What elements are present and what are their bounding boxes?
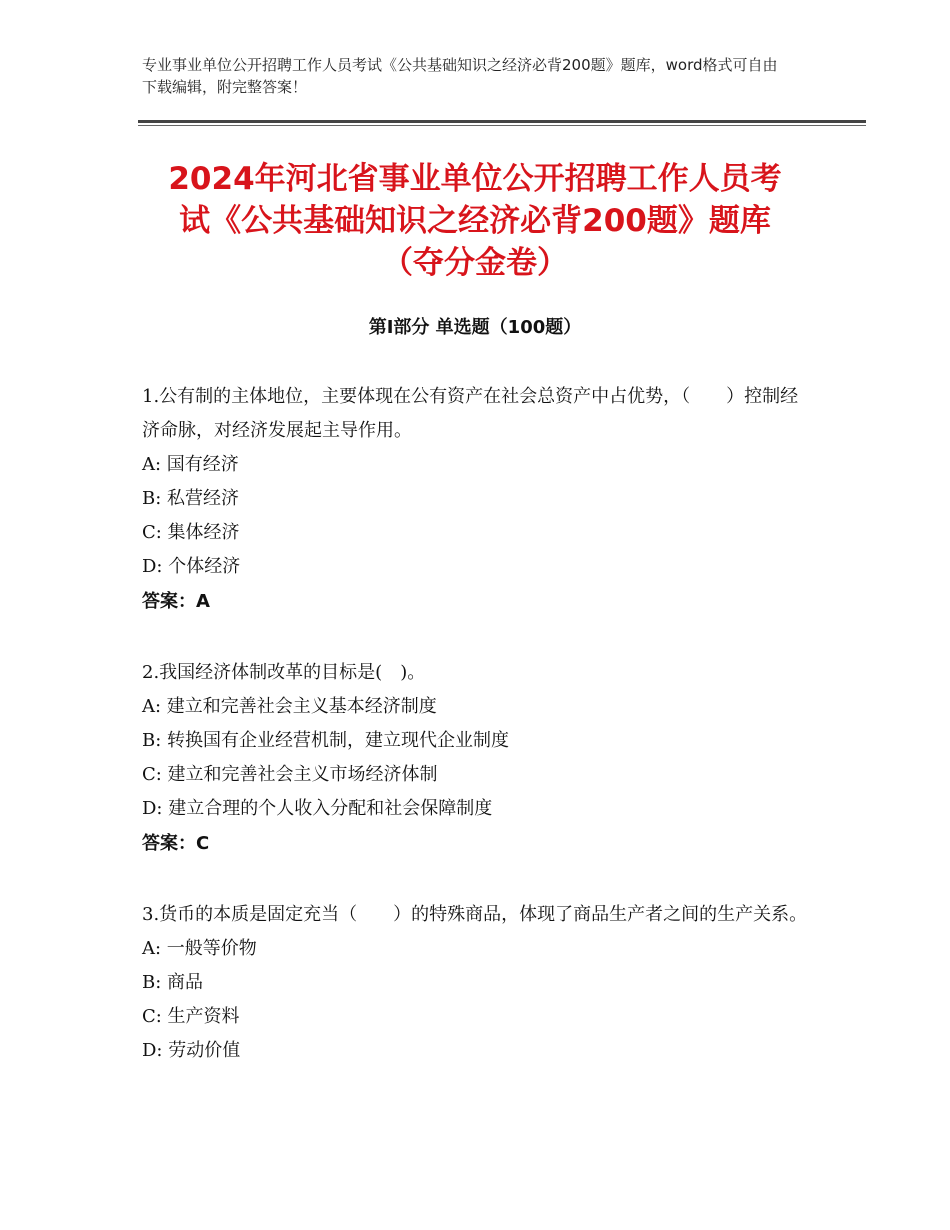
option-b: B: 商品 (142, 972, 204, 993)
header-note: 专业事业单位公开招聘工作人员考试《公共基础知识之经济必背200题》题库，word格式可自由下载编辑，附完整答案！ (142, 56, 778, 96)
option-d: D: 劳动价值 (142, 1040, 241, 1061)
option-b: B: 转换国有企业经营机制，建立现代企业制度 (142, 730, 510, 751)
question-list (142, 380, 810, 1104)
option-d: D: 个体经济 (142, 556, 241, 577)
question-text: 3.货币的本质是固定充当（ ）的特殊商品，体现了商品生产者之间的生产关系。 (142, 904, 808, 925)
title-line-2: 试《公共基础知识之经济必背200题》题库 (179, 203, 771, 239)
question-3 (142, 898, 810, 1068)
option-c: C: 生产资料 (142, 1006, 240, 1027)
header-rule-thin (138, 125, 866, 126)
question-text: 1.公有制的主体地位，主要体现在公有资产在社会总资产中占优势，（ ）控制经济命脉，对经济发展起主导作用。 (142, 386, 799, 441)
question-2 (142, 656, 810, 862)
document-title (120, 158, 830, 284)
option-a: A: 建立和完善社会主义基本经济制度 (142, 696, 437, 717)
option-b: B: 私营经济 (142, 488, 240, 509)
option-d: D: 建立合理的个人收入分配和社会保障制度 (142, 798, 493, 819)
answer: 答案：C (142, 833, 210, 854)
answer: 答案：A (142, 591, 210, 612)
option-a: A: 一般等价物 (142, 938, 257, 959)
question-text: 2.我国经济体制改革的目标是( )。 (142, 662, 426, 683)
title-line-3: （夺分金卷） (382, 245, 568, 281)
section-heading: 第Ⅰ部分 单选题（100题） (368, 317, 582, 338)
option-c: C: 集体经济 (142, 522, 240, 543)
header-rule-thick (138, 120, 866, 123)
title-line-1: 2024年河北省事业单位公开招聘工作人员考 (168, 161, 782, 197)
question-1 (142, 380, 810, 620)
option-c: C: 建立和完善社会主义市场经济体制 (142, 764, 438, 785)
option-a: A: 国有经济 (142, 454, 239, 475)
